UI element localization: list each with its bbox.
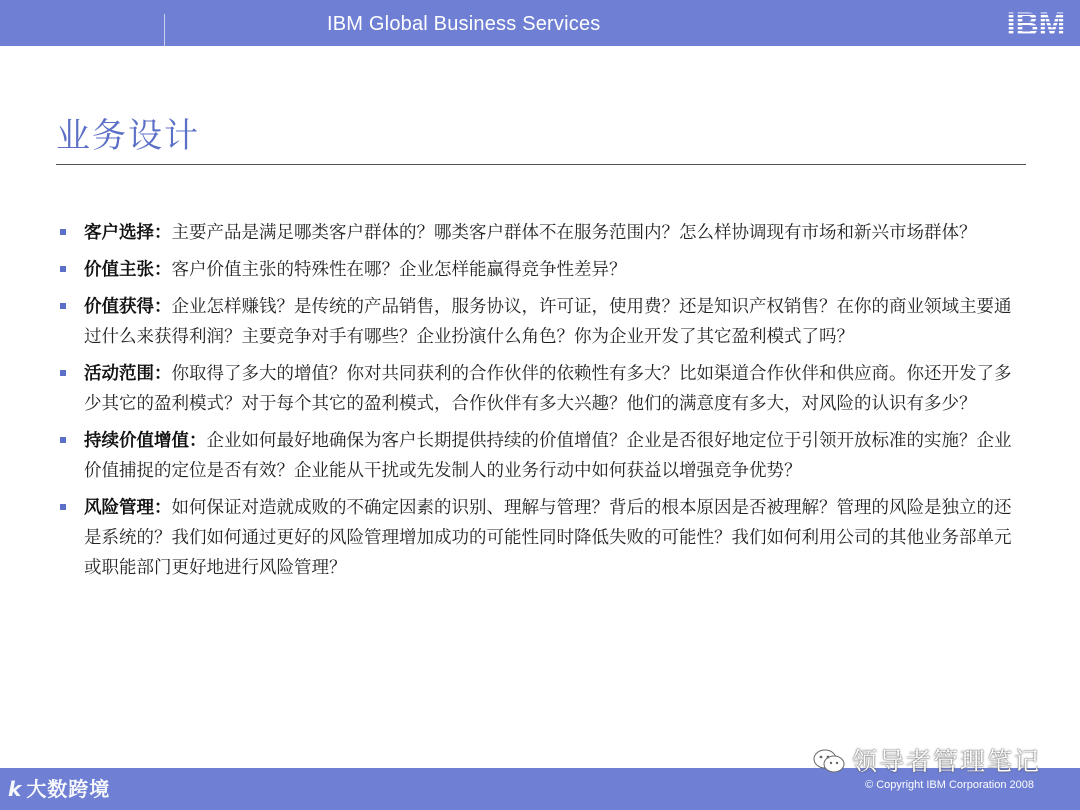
watermark-right-text: 领导者管理笔记	[852, 747, 1042, 776]
watermark-left	[8, 773, 110, 802]
bullet-list	[60, 218, 1020, 590]
bullet-square-icon	[60, 504, 66, 510]
bullet-term: 持续价值增值：	[84, 431, 207, 451]
bullet-text: 主要产品是满足哪类客户群体的？哪类客户群体不在服务范围内？怎么样协调现有市场和新兴市场群体？	[171, 223, 977, 243]
company-name: IBM Global Business Services	[327, 13, 601, 35]
bullet-item	[60, 426, 1020, 486]
ibm-logo-text: IBM	[1006, 7, 1066, 39]
bullet-term: 客户选择：	[84, 223, 172, 243]
slide-title: 业务设计	[56, 116, 200, 156]
header-divider	[164, 14, 165, 46]
bullet-text: 客户价值主张的特殊性在哪？企业怎样能赢得竞争性差异？	[171, 260, 627, 280]
header-bar	[0, 0, 1080, 46]
watermark-logo-icon: k	[8, 777, 23, 801]
bullet-square-icon	[60, 229, 66, 235]
bullet-square-icon	[60, 370, 66, 376]
bullet-text: 你取得了多大的增值？你对共同获利的合作伙伴的依赖性有多大？比如渠道合作伙伴和供应商。你还开发了多少其它的盈利模式？对于每个其它的盈利模式，合作伙伴有多大兴趣？他们的满意度有多大，对风险的认识有多少？	[84, 364, 1012, 414]
bullet-item	[60, 292, 1020, 352]
bullet-term: 活动范围：	[84, 364, 172, 384]
wechat-icon	[812, 748, 846, 774]
bullet-item	[60, 255, 1020, 285]
bullet-text: 企业如何最好地确保为客户长期提供持续的价值增值？企业是否很好地定位于引领开放标准的实施？企业价值捕捉的定位是否有效？企业能从干扰或先发制人的业务行动中如何获益以增强竞争优势？	[84, 431, 1012, 481]
bullet-square-icon	[60, 303, 66, 309]
bullet-item	[60, 359, 1020, 419]
watermark-left-text: 大数跨境	[26, 777, 111, 801]
title-rule	[56, 164, 1026, 165]
bullet-square-icon	[60, 266, 66, 272]
copyright-text: © Copyright IBM Corporation 2008	[865, 779, 1034, 791]
bullet-term: 价值主张：	[84, 260, 172, 280]
bullet-term: 风险管理：	[84, 498, 172, 518]
bullet-square-icon	[60, 437, 66, 443]
watermark-right	[812, 742, 1041, 778]
bullet-item	[60, 218, 1020, 248]
bullet-text: 如何保证对造就成败的不确定因素的识别、理解与管理？背后的根本原因是否被理解？管理的风险是独立的还是系统的？我们如何通过更好的风险管理增加成功的可能性同时降低失败的可能性？我们如何利用公司的其他业务部单元或职能部门更好地进行风险管理？	[84, 498, 1012, 578]
bullet-item	[60, 493, 1020, 583]
bullet-term: 价值获得：	[84, 297, 172, 317]
bullet-text: 企业怎样赚钱？是传统的产品销售，服务协议，许可证，使用费？还是知识产权销售？在你的商业领域主要通过什么来获得利润？主要竞争对手有哪些？企业扮演什么角色？你为企业开发了其它盈利模式了吗？	[84, 297, 1012, 347]
ibm-logo-icon	[1000, 7, 1072, 39]
